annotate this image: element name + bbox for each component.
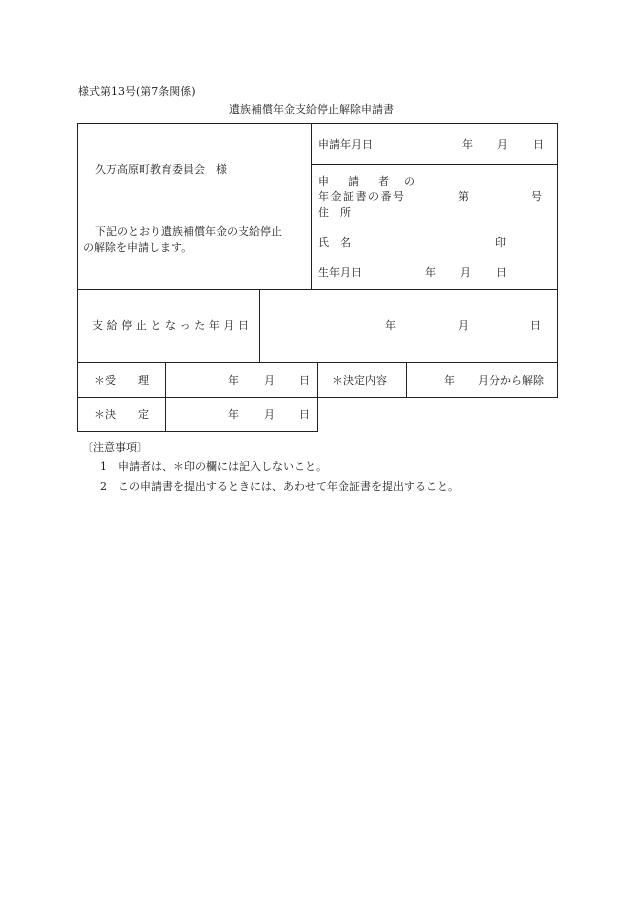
decision-month: 月 [264,408,275,421]
note-item: 1 申請者は、＊印の欄には記入しないこと。 [100,460,327,473]
address-label: 住 所 [318,206,351,219]
suspension-date-month: 月 [458,319,469,332]
applicant-char: の [404,175,415,188]
addressee: 久万高原町教育委員会 様 [95,163,227,176]
receipt-month: 月 [264,374,275,387]
decision-content-label: ＊決定内容 [332,374,387,387]
form-number: 様式第13号(第7条関係) [78,85,196,98]
birth-date-year: 年 [425,266,436,279]
applicant-char: 者 [378,175,389,188]
document-title: 遺族補償年金支給停止解除申請書 [229,103,394,116]
decision-content-year: 年 [444,374,455,387]
application-date-month: 月 [497,138,508,151]
statement-line-2: の解除を申請します。 [83,241,193,254]
applicant-char: 申 [318,175,329,188]
birth-date-label: 生年月日 [318,266,362,279]
birth-date-day: 日 [496,266,507,279]
suspension-date-label: 支給停止となった年月日 [92,319,253,332]
application-date-label: 申請年月日 [318,138,373,151]
receipt-year: 年 [228,374,239,387]
notes-header: 〔注意事項〕 [82,441,148,454]
suspension-date-year: 年 [385,319,396,332]
decision-label: ＊決 定 [94,408,149,421]
decision-year: 年 [228,408,239,421]
pension-cert-number-label: 年金証書の番号 [318,190,406,203]
seal-mark: 印 [495,236,506,249]
application-date-year: 年 [462,138,473,151]
decision-day: 日 [299,408,310,421]
pension-cert-number-suffix: 号 [531,190,542,203]
applicant-char: 請 [348,175,359,188]
receipt-label: ＊受 理 [94,374,149,387]
decision-content-rest: 月分から解除 [478,374,544,387]
statement-line-1: 下記のとおり遺族補償年金の支給停止 [95,225,282,238]
pension-cert-number-prefix: 第 [458,190,469,203]
note-item: 2 この申請書を提出するときには、あわせて年金証書を提出すること。 [100,480,459,493]
name-label: 氏 名 [318,236,351,249]
receipt-day: 日 [299,374,310,387]
application-date-day: 日 [533,138,544,151]
birth-date-month: 月 [460,266,471,279]
suspension-date-day: 日 [530,319,541,332]
